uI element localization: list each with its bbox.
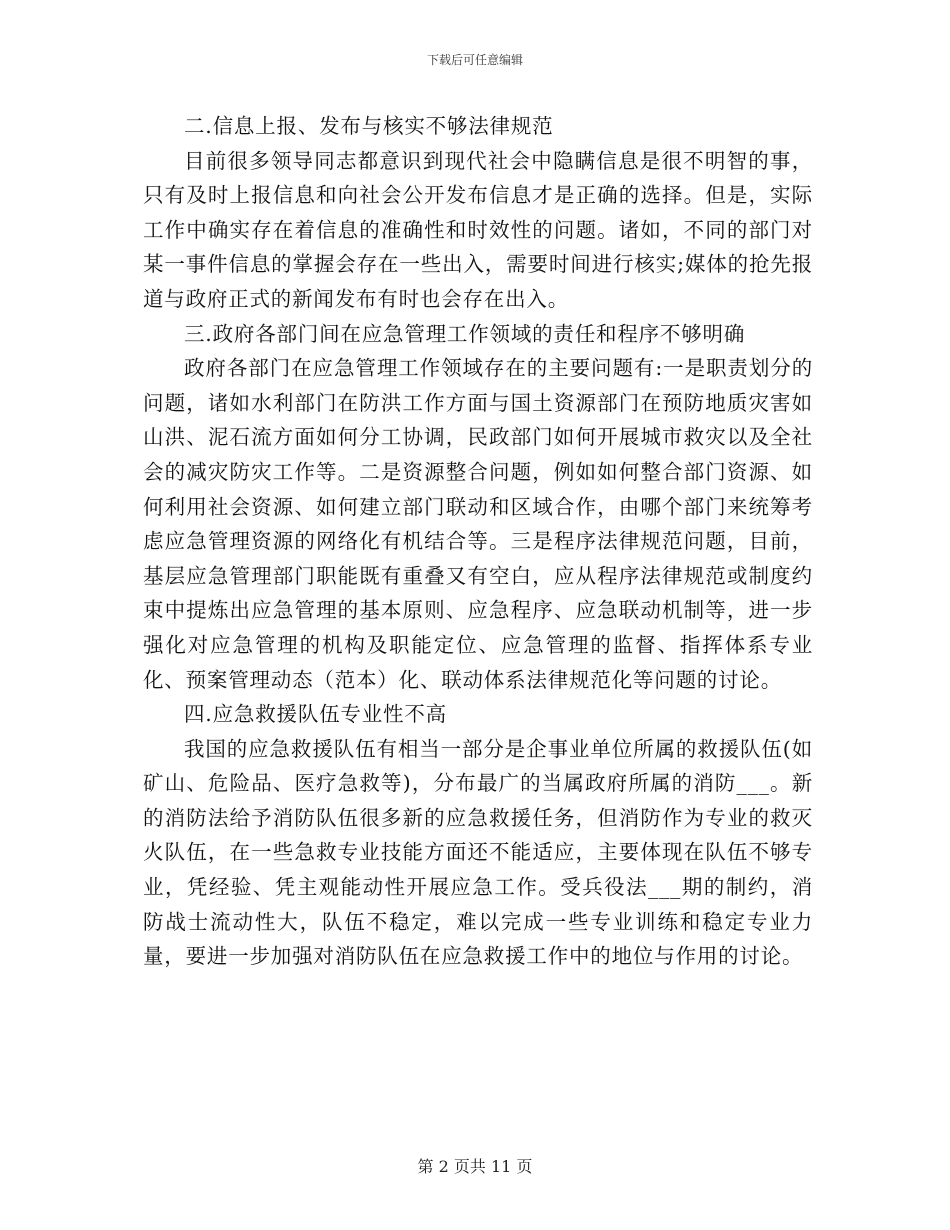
page-footer: 第 2 页共 11 页 [417, 1157, 533, 1176]
page-header: 下载后可任意编辑 [426, 53, 523, 67]
document-body [143, 109, 813, 974]
section-paragraph-3: 政府各部门在应急管理工作领域存在的主要问题有:一是职责划分的问题，诸如水利部门在防洪工作方面与国土资源部门在预防地质灾害如山洪、泥石流方面如何分工协调，民政部门如何开展城市救灾以及全社会的减灾防灾工作等。二是资源整合问题，例如如何整合部门资源、如何利用社会资源、如何建立部门联动和区域合作，由哪个部门来统筹考虑应急管理资源的网络化有机结合等。三是程序法律规范问题，目前，基层应急管理部门职能既有重叠又有空白，应从程序法律规范或制度约束中提炼出应急管理的基本原则、应急程序、应急联动机制等，进一步强化对应急管理的机构及职能定位、应急管理的监督、指挥体系专业化、预案管理动态（范本）化、联动体系法律规范化等问题的讨论。 [143, 356, 813, 692]
section-heading-4: 四.应急救援队伍专业性不高 [184, 702, 447, 727]
section-paragraph-4: 我国的应急救援队伍有相当一部分是企事业单位所属的救援队伍(如矿山、危险品、医疗急救等)，分布最广的当属政府所属的消防___。新的消防法给予消防队伍很多新的应急救援任务，但消防作为专业的救灭火队伍，在一些急救专业技能方面还不能适应，主要体现在队伍不够专业，凭经验、凭主观能动性开展应急工作。受兵役法___期的制约，消防战士流动性大，队伍不稳定，难以完成一些专业训练和稳定专业力量，要进一步加强对消防队伍在应急救援工作中的地位与作用的讨论。 [143, 736, 813, 969]
section-heading-2: 二.信息上报、发布与核实不够法律规范 [184, 114, 554, 138]
section-paragraph-2: 目前很多领导同志都意识到现代社会中隐瞒信息是很不明智的事，只有及时上报信息和向社会公开发布信息才是正确的选择。但是，实际工作中确实存在着信息的准确性和时效性的问题。诸如，不同的部门对某一事件信息的掌握会存在一些出入，需要时间进行核实;媒体的抢先报道与政府正式的新闻发布有时也会存在出入。 [143, 148, 813, 311]
section-heading-3: 三.政府各部门间在应急管理工作领域的责任和程序不够明确 [184, 321, 746, 346]
